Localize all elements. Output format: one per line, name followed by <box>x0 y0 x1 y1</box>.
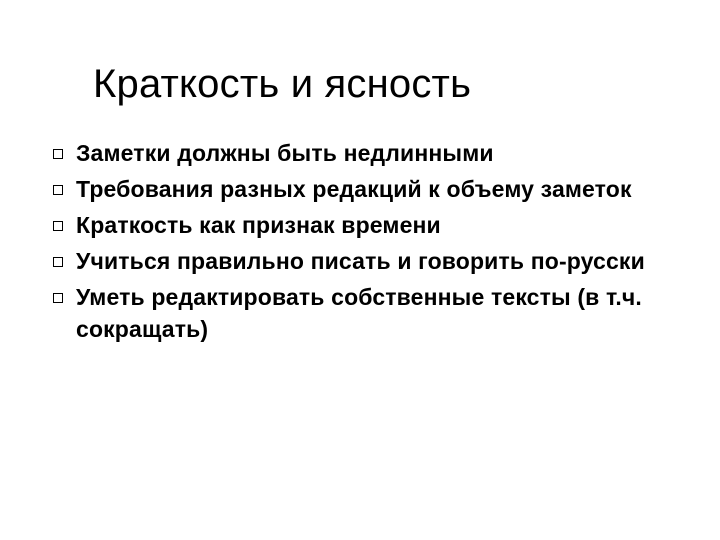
bullet-item-5 <box>48 281 688 345</box>
bullet-list <box>48 137 688 349</box>
square-bullet-icon <box>53 221 63 231</box>
bullet-text: Учиться правильно писать и говорить по-русски <box>76 248 645 274</box>
bullet-text: Заметки должны быть недлинными <box>76 140 494 166</box>
square-bullet-icon <box>53 257 63 267</box>
bullet-item-2 <box>48 173 688 205</box>
square-bullet-icon <box>53 293 63 303</box>
bullet-item-1 <box>48 137 688 169</box>
square-bullet-icon <box>53 185 63 195</box>
slide-title: Краткость и ясность <box>93 62 472 106</box>
bullet-text: Уметь редактировать собственные тексты (в т.ч. сокращать) <box>76 284 642 342</box>
bullet-item-3 <box>48 209 688 241</box>
bullet-item-4 <box>48 245 688 277</box>
bullet-text: Краткость как признак времени <box>76 212 441 238</box>
bullet-text: Требования разных редакций к объему заметок <box>76 176 632 202</box>
square-bullet-icon <box>53 149 63 159</box>
